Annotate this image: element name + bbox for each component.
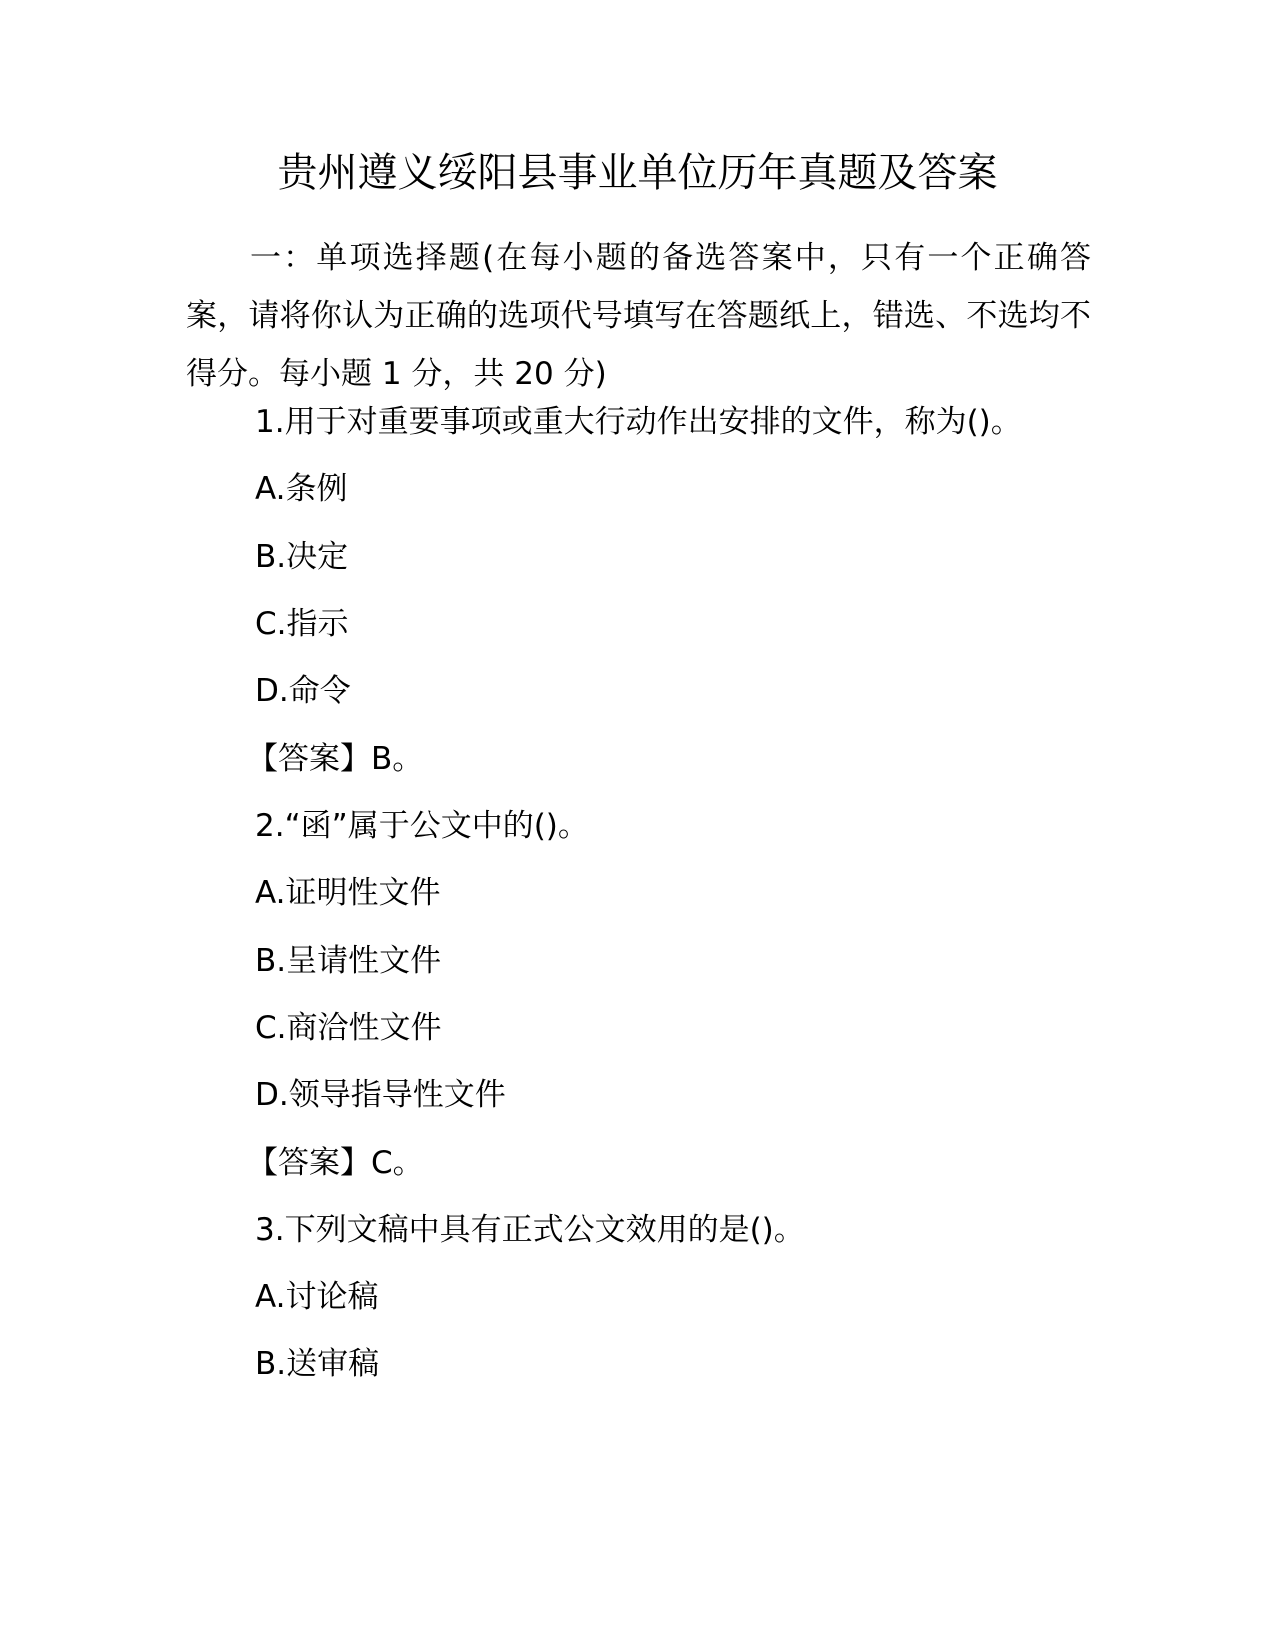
question-2-option-a: A.证明性文件 bbox=[255, 875, 441, 911]
question-1-option-b: B.决定 bbox=[255, 539, 349, 575]
document-title: 贵州遵义绥阳县事业单位历年真题及答案 bbox=[277, 150, 998, 196]
question-1-answer: 【答案】B。 bbox=[247, 741, 424, 777]
question-2-option-c: C.商洽性文件 bbox=[255, 1010, 442, 1046]
question-1-stem: 1.用于对重要事项或重大行动作出安排的文件，称为()。 bbox=[255, 404, 1022, 440]
question-3-stem: 3.下列文稿中具有正式公文效用的是()。 bbox=[255, 1212, 805, 1248]
question-2-stem: 2.“函”属于公文中的()。 bbox=[255, 808, 589, 844]
question-1-option-a: A.条例 bbox=[255, 471, 348, 507]
question-1-option-d: D.命令 bbox=[255, 673, 351, 709]
question-3-option-b: B.送审稿 bbox=[255, 1346, 380, 1382]
question-2-option-d: D.领导指导性文件 bbox=[255, 1077, 506, 1113]
question-2-option-b: B.呈请性文件 bbox=[255, 943, 442, 979]
question-1-option-c: C.指示 bbox=[255, 606, 349, 642]
section-intro: 一：单项选择题(在每小题的备选答案中，只有一个正确答案，请将你认为正确的选项代号填写在答题纸上，错选、不选均不得分。每小题 1 分，共 20 分) bbox=[186, 240, 1091, 392]
question-2-answer: 【答案】C。 bbox=[247, 1145, 424, 1181]
question-3-option-a: A.讨论稿 bbox=[255, 1279, 379, 1315]
